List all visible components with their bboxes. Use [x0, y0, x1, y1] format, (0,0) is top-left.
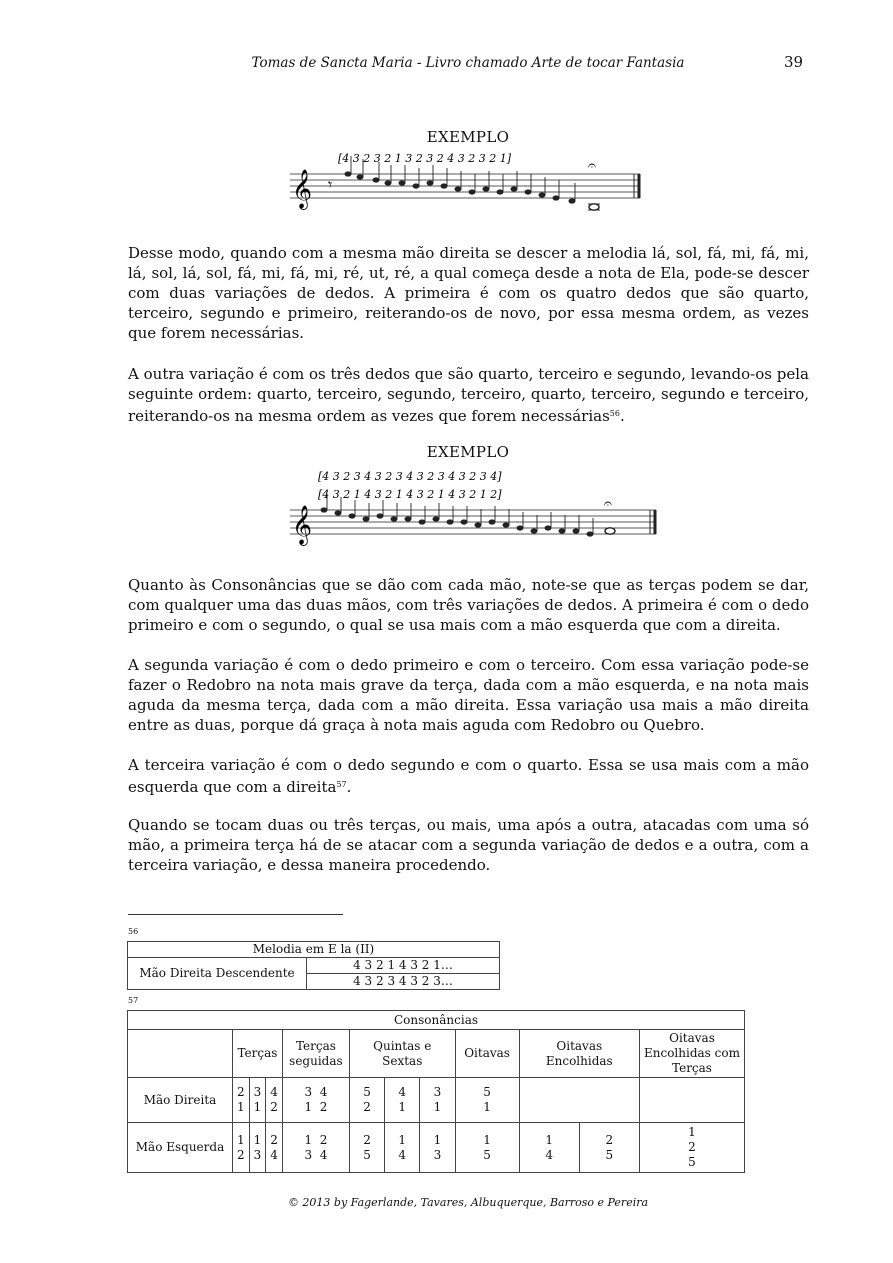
- direita-quinta-2: 4 1: [385, 1078, 420, 1123]
- paragraph-6: Quando se tocam duas ou três terças, ou mais, uma após a outra, atacadas com uma só mão, a primeira terça há de se atacar com a segunda variação de dedos e a outra, com a terceira variação, e dessa maneira procedendo.: [128, 816, 809, 874]
- esquerda-terca-2: 1 3: [249, 1123, 266, 1173]
- row-label-direita: Mão Direita: [128, 1078, 233, 1123]
- footnote-56-value-1: 4 3 2 1 4 3 2 1…: [307, 958, 500, 974]
- consonancias-title: Consonâncias: [128, 1011, 745, 1030]
- paragraph-1: Desse modo, quando com a mesma mão direita se descer a melodia lá, sol, fá, mi, fá, mi, lá, sol, lá, sol, fá, mi, fá, mi, ré, ut, ré, a qual começa desde a nota de Ela, pode-se descer com duas variações de dedos. A primeira é com os quatro dedos que são quarto, terceiro, segundo e primeiro, reiterando-os de novo, por essa mesma ordem, as vezes que forem necessárias.: [128, 244, 809, 342]
- treble-clef-icon: 𝄞: [292, 169, 313, 209]
- direita-encolhidas-tercas-empty: [640, 1078, 745, 1123]
- esquerda-tercas-seguidas: 1 2 3 4: [282, 1123, 349, 1173]
- example-1-notes: [345, 171, 600, 210]
- esquerda-quinta-2: 1 4: [385, 1123, 420, 1173]
- example-2-fingering-1: [4 3 2 3 4 3 2 3 4 3 2 3 4 3 2 3 4]: [318, 470, 502, 483]
- esquerda-quinta-1: 2 5: [349, 1123, 384, 1173]
- example-1-label: EXEMPLO: [426, 128, 510, 146]
- paragraph-5: A terceira variação é com o dedo segundo e com o quarto. Essa se usa mais com a mão esquerda que com a direita$^{57}$.: [128, 756, 809, 796]
- fermata-icon: 𝄐: [604, 496, 612, 512]
- esquerda-encolhida-1: 1 4: [519, 1123, 579, 1173]
- header-oitavas-encolhidas-tercas: Oitavas Encolhidas com Terças: [640, 1030, 745, 1078]
- paragraph-2-text: A outra variação é com os três dedos que são quarto, terceiro e segundo, levando-os pela seguinte ordem: quarto, terceiro, segundo, terceiro, quarto, terceiro, segundo e terceiro, reiterando-os na mesma ordem as vezes que forem necessárias: [128, 365, 809, 425]
- direita-terca-1: 2 1: [233, 1078, 250, 1123]
- page-footer: © 2013 by Fagerlande, Tavares, Albuquerque, Barroso e Pereira: [287, 1196, 649, 1209]
- esquerda-quinta-3: 1 3: [420, 1123, 455, 1173]
- fermata-icon: 𝄐: [588, 158, 596, 174]
- footnote-57-number: 57: [128, 996, 139, 1005]
- example-2-notation: [288, 464, 658, 554]
- footnote-56-number: 56: [128, 927, 139, 936]
- header-tercas-seguidas: Terças seguidas: [282, 1030, 349, 1078]
- row-label-esquerda: Mão Esquerda: [128, 1123, 233, 1173]
- header-oitavas-encolhidas: Oitavas Encolhidas: [519, 1030, 639, 1078]
- esquerda-oitavas: 1 5: [455, 1123, 519, 1173]
- example-2-fingering-2: [4 3 2 1 4 3 2 1 4 3 2 1 4 3 2 1 2]: [318, 488, 502, 501]
- example-1-fingering: [4 3 2 3 2 1 3 2 3 2 4 3 2 3 2 1]: [338, 152, 512, 165]
- esquerda-encolhida-2: 2 5: [579, 1123, 639, 1173]
- page-number: 39: [784, 53, 804, 71]
- direita-quinta-3: 3 1: [420, 1078, 455, 1123]
- direita-oitavas: 5 1: [455, 1078, 519, 1123]
- esquerda-terca-3: 2 4: [266, 1123, 283, 1173]
- header-quintas-sextas: Quintas e Sextas: [349, 1030, 455, 1078]
- footnote-56-table: [127, 941, 500, 990]
- footnote-ref-57: 57: [336, 780, 347, 789]
- direita-encolhidas-empty: [519, 1078, 639, 1123]
- running-header-title: Tomas de Sancta Maria - Livro chamado Arte de tocar Fantasia: [251, 55, 685, 71]
- rest-icon: 𝄾: [328, 175, 333, 194]
- paragraph-4: A segunda variação é com o dedo primeiro e com o terceiro. Com essa variação pode-se fazer o Redobro na nota mais grave da terça, dada com a mão esquerda, e na nota mais aguda da mesma terça, dada com a mão direita. Essa variação usa mais a mão direita entre as duas, porque dá graça à nota mais aguda com Redobro ou Quebro.: [128, 656, 809, 734]
- direita-tercas-seguidas: 3 4 1 2: [282, 1078, 349, 1123]
- example-1-notation: [288, 148, 658, 220]
- footnote-ref-56: 56: [609, 409, 620, 418]
- treble-clef-icon: 𝄞: [292, 505, 313, 545]
- footnote-56-title: Melodia em E la (II): [128, 942, 500, 958]
- header-empty-cell: [128, 1030, 233, 1078]
- example-2-label: EXEMPLO: [426, 443, 510, 461]
- direita-terca-3: 4 2: [266, 1078, 283, 1123]
- esquerda-encolhidas-tercas: 1 2 5: [640, 1123, 745, 1173]
- direita-terca-2: 3 1: [249, 1078, 266, 1123]
- footnote-57-table: [127, 1010, 745, 1173]
- footnote-divider: [128, 914, 343, 915]
- esquerda-terca-1: 1 2: [233, 1123, 250, 1173]
- direita-quinta-1: 5 2: [349, 1078, 384, 1123]
- paragraph-5-text: A terceira variação é com o dedo segundo e com o quarto. Essa se usa mais com a mão esquerda que com a direita: [128, 756, 809, 796]
- header-tercas: Terças: [233, 1030, 283, 1078]
- paragraph-2: A outra variação é com os três dedos que são quarto, terceiro e segundo, levando-os pela seguinte ordem: quarto, terceiro, segundo, terceiro, quarto, terceiro, segundo e terceiro, reiterando-os na mesma ordem as vezes que forem necessárias$^{56}$.: [128, 365, 809, 425]
- footnote-56-value-2: 4 3 2 3 4 3 2 3…: [307, 974, 500, 990]
- header-oitavas: Oitavas: [455, 1030, 519, 1078]
- paragraph-3: Quanto às Consonâncias que se dão com cada mão, note-se que as terças podem se dar, com qualquer uma das duas mãos, com três variações de dedos. A primeira é com o dedo primeiro e com o segundo, o qual se usa mais com a mão esquerda que com a direita.: [128, 576, 809, 634]
- footnote-56-row-label: Mão Direita Descendente: [128, 958, 307, 990]
